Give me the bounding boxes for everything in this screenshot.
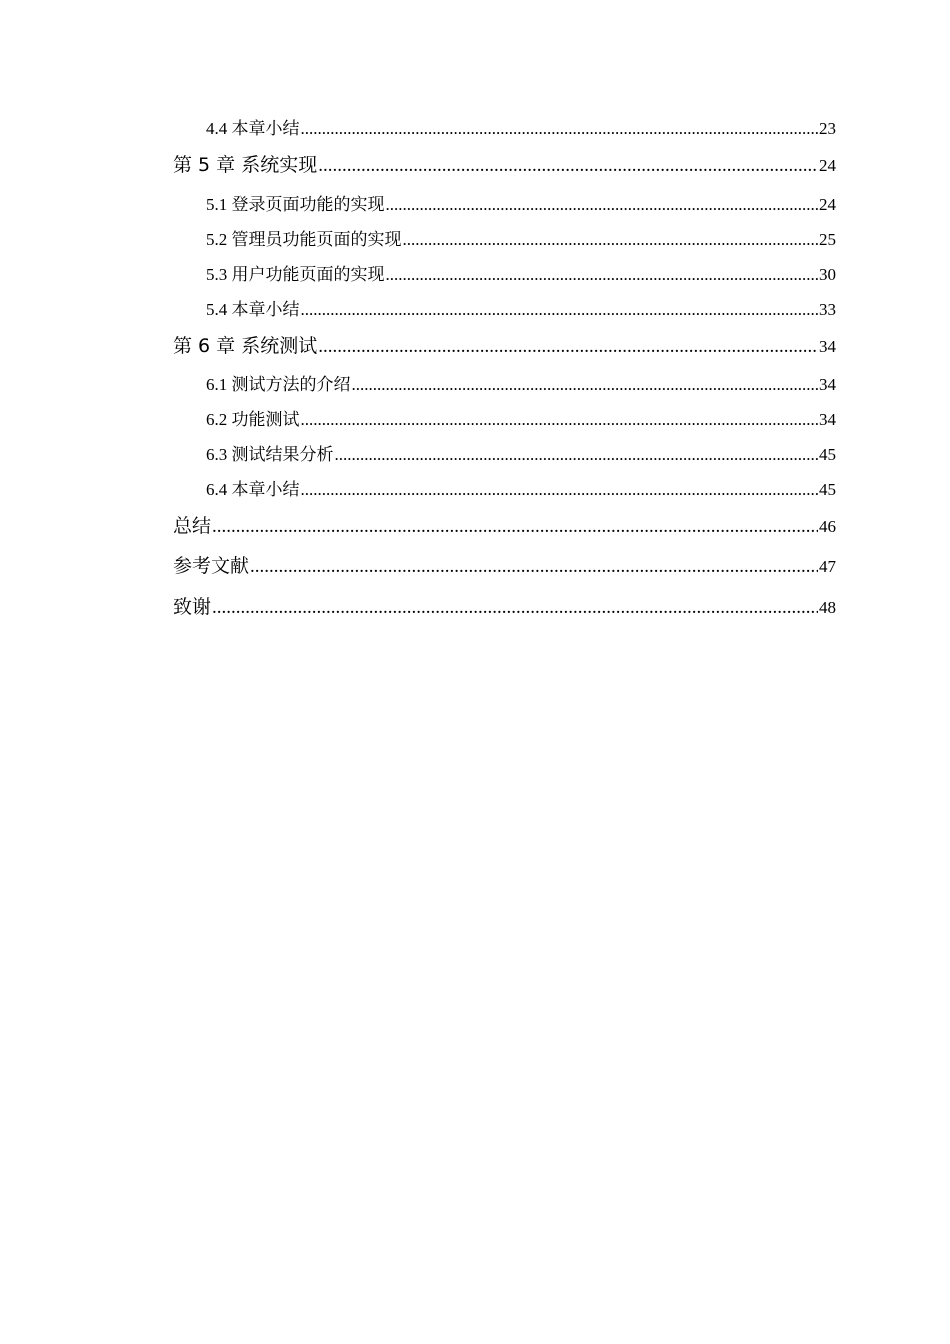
toc-entry-title: 总结 <box>173 515 212 537</box>
toc-page-number: 34 <box>819 410 836 429</box>
toc-entry-5-2[interactable] <box>206 225 836 250</box>
toc-entry-6-4[interactable] <box>206 475 836 500</box>
toc-entry-references[interactable] <box>173 551 836 578</box>
toc-entry-acknowledgements[interactable] <box>173 592 836 619</box>
toc-dot-leader <box>386 265 819 285</box>
toc-entry-chapter-5[interactable] <box>173 150 836 177</box>
toc-page-number: 24 <box>819 195 836 214</box>
toc-entry-title: 致谢 <box>173 596 212 618</box>
toc-entry-title: 6.3 测试结果分析 <box>206 445 334 464</box>
toc-entry-title: 5.2 管理员功能页面的实现 <box>206 230 402 249</box>
toc-entry-title: 6.2 功能测试 <box>206 410 300 429</box>
toc-entry-6-2[interactable] <box>206 405 836 430</box>
toc-entry-title: 4.4 本章小结 <box>206 119 300 138</box>
toc-page-number: 25 <box>819 230 836 249</box>
toc-entry-title: 5.1 登录页面功能的实现 <box>206 195 385 214</box>
toc-entry-5-3[interactable] <box>206 260 836 285</box>
toc-page-number: 30 <box>819 265 836 284</box>
toc-page-number: 23 <box>819 119 836 138</box>
toc-dot-leader <box>250 556 818 578</box>
toc-entry-5-4[interactable] <box>206 295 836 320</box>
toc-page-number: 48 <box>819 598 836 617</box>
toc-page-number: 33 <box>819 300 836 319</box>
toc-entry-summary[interactable] <box>173 511 836 538</box>
toc-dot-leader <box>301 300 819 320</box>
toc-entry-6-1[interactable] <box>206 370 836 395</box>
toc-dot-leader <box>301 410 819 430</box>
toc-page-number: 34 <box>819 337 836 356</box>
toc-dot-leader <box>318 336 818 358</box>
toc-dot-leader <box>212 597 818 619</box>
toc-page-number: 24 <box>819 156 836 175</box>
toc-page-number: 34 <box>819 375 836 394</box>
toc-page-number: 45 <box>819 445 836 464</box>
toc-entry-title: 6.4 本章小结 <box>206 480 300 499</box>
toc-entry-5-1[interactable] <box>206 190 836 215</box>
toc-entry-title: 第 5 章 系统实现 <box>173 154 318 176</box>
toc-entry-title: 5.3 用户功能页面的实现 <box>206 265 385 284</box>
toc-page-number: 46 <box>819 517 836 536</box>
toc-dot-leader <box>403 230 819 250</box>
toc-dot-leader <box>318 155 818 177</box>
toc-entry-4-4[interactable] <box>206 114 836 139</box>
toc-dot-leader <box>301 480 819 500</box>
toc-entry-6-3[interactable] <box>206 440 836 465</box>
toc-entry-chapter-6[interactable] <box>173 331 836 358</box>
toc-page-number: 47 <box>819 557 836 576</box>
toc-dot-leader <box>335 445 819 465</box>
toc-entry-title: 6.1 测试方法的介绍 <box>206 375 351 394</box>
toc-dot-leader <box>352 375 819 395</box>
toc-dot-leader <box>212 516 818 538</box>
toc-entry-title: 第 6 章 系统测试 <box>173 335 318 357</box>
toc-entry-title: 参考文献 <box>173 555 250 577</box>
toc-entry-title: 5.4 本章小结 <box>206 300 300 319</box>
toc-page-number: 45 <box>819 480 836 499</box>
toc-dot-leader <box>386 195 819 215</box>
toc-dot-leader <box>301 119 819 139</box>
